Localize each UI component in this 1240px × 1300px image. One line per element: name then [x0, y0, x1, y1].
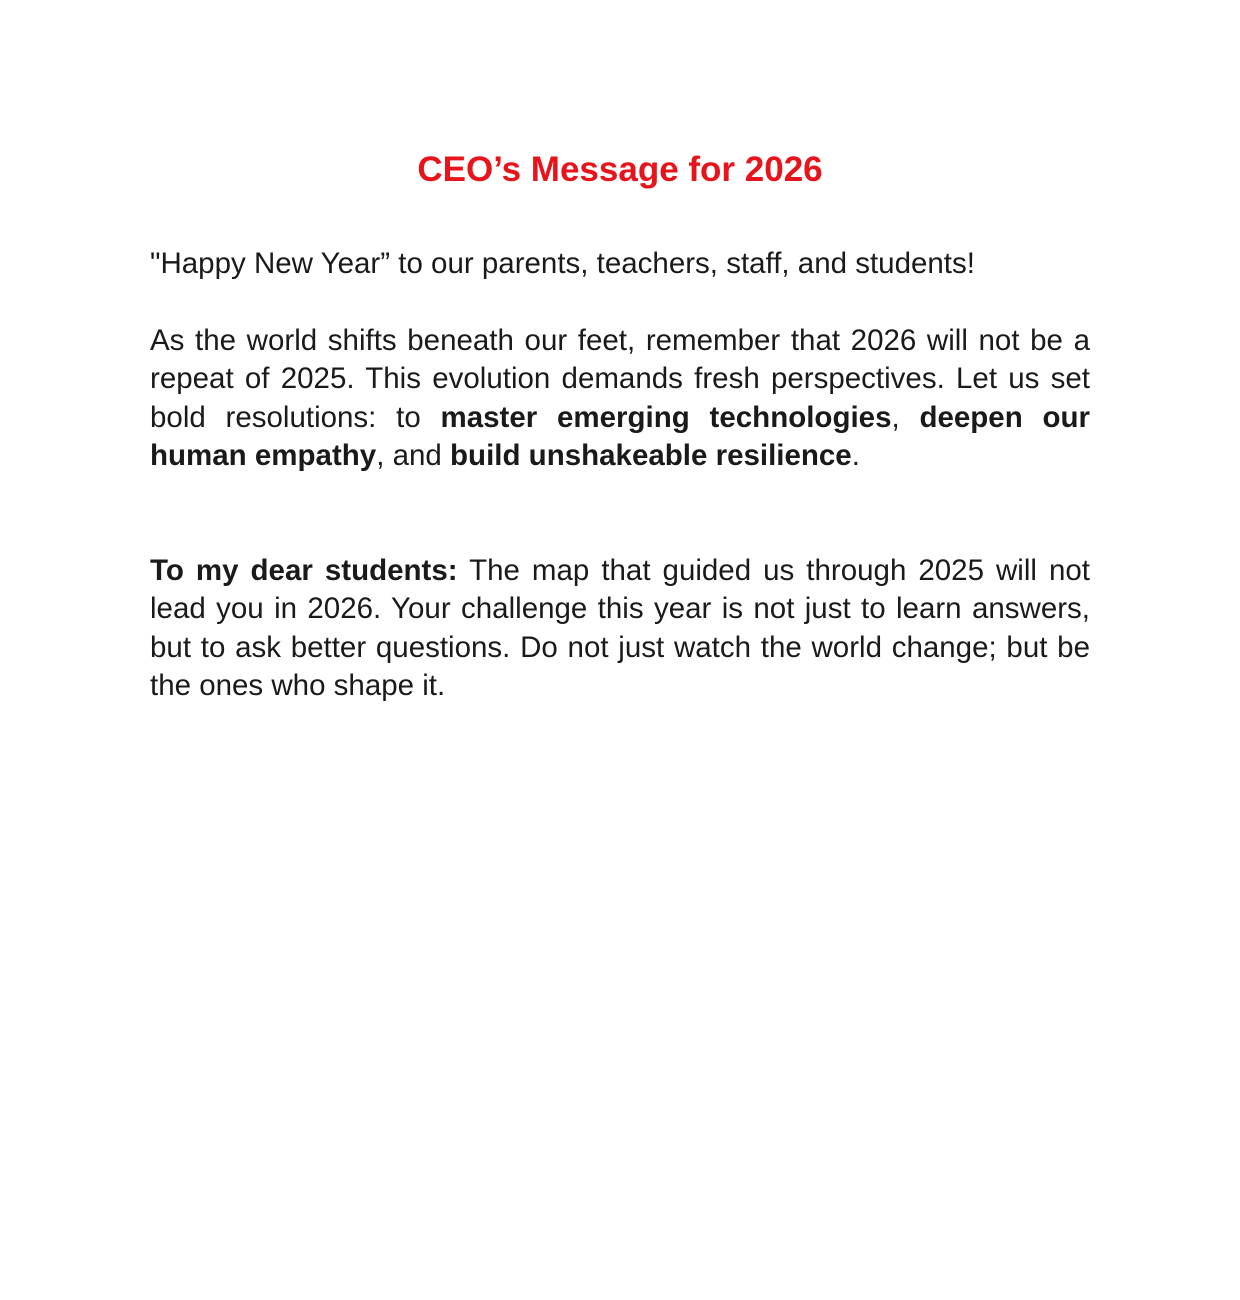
resolutions-text-2: , — [891, 400, 920, 434]
resolutions-text-3: , and — [376, 438, 451, 472]
resolution-empathy: deepen our human empathy — [150, 400, 1090, 472]
resolutions-text-4: . — [851, 438, 860, 472]
students-paragraph — [150, 552, 1090, 705]
students-text: The map that guided us through 2025 will not lead you in 2026. Your challenge this year is not just to learn answers, but to ask better questions. Do not just watch the world change; but be the ones who shape it. — [150, 554, 1090, 702]
resolutions-paragraph — [150, 322, 1090, 475]
resolution-technologies: master emerging technologies — [440, 400, 892, 434]
students-lead: To my dear students: — [150, 554, 458, 587]
page-title: CEO’s Message for 2026 — [417, 150, 823, 189]
resolutions-text-1: As the world shifts beneath our feet, remember that 2026 will not be a repeat of 2025. This evolution demands fresh perspectives. Let us set bold resolutions: to — [150, 324, 1090, 434]
greeting-paragraph: "Happy New Year” to our parents, teachers, staff, and students! — [150, 247, 975, 280]
resolution-resilience: build unshakeable resilience — [450, 438, 852, 472]
